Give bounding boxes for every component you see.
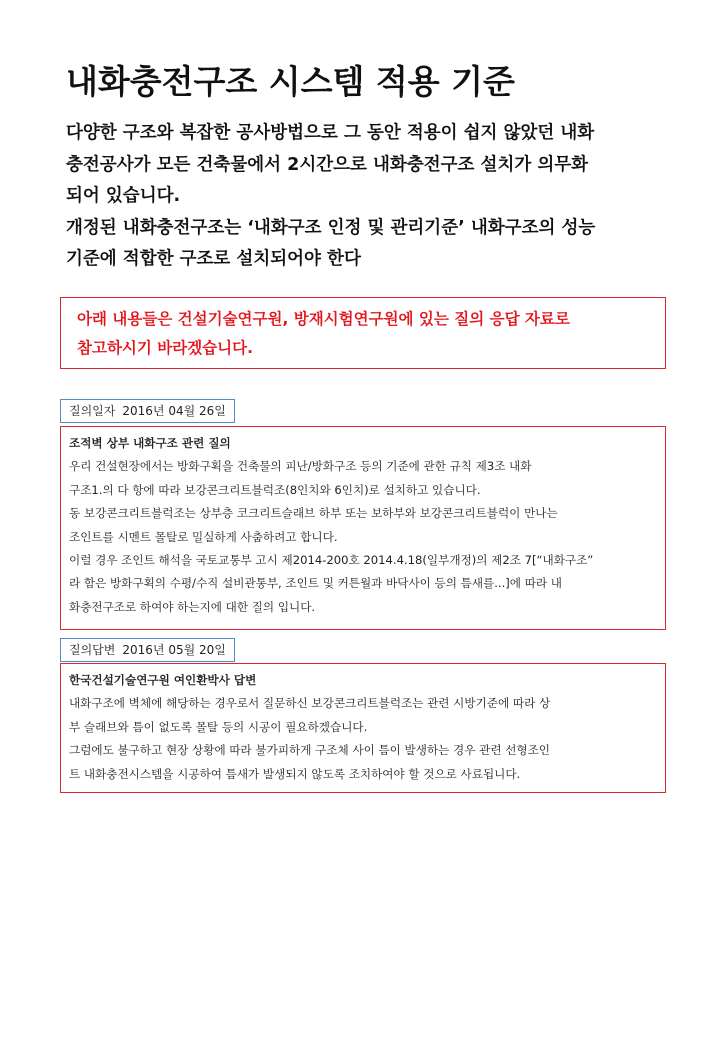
answer-heading: 한국건설기술연구원 여인환박사 답변 xyxy=(69,673,257,687)
page-title: 내화충전구조 시스템 적용 기준 xyxy=(66,62,515,101)
intro-line: 기준에 적합한 구조로 설치되어야 한다 xyxy=(66,249,361,269)
question-line: 화충전구조로 하여야 하는지에 대한 질의 입니다. xyxy=(69,599,316,614)
answer-line: 부 슬래브와 틈이 없도록 몰탈 등의 시공이 필요하겠습니다. xyxy=(69,719,368,734)
answer-date-label: 질의답변 xyxy=(69,643,116,657)
answer-line: 내화구조에 벽체에 해당하는 경우로서 질문하신 보강콘크리트블럭조는 관련 시방기준에 따라 상 xyxy=(69,696,551,711)
question-line: 라 함은 방화구획의 수평/수직 설비관통부, 조인트 및 커튼월과 바닥사이 등의 틈새를...]에 따라 내 xyxy=(69,576,562,591)
question-line: 우리 건설현장에서는 방화구획을 건축물의 피난/방화구조 등의 기준에 관한 규칙 제3조 내화 xyxy=(69,459,532,474)
question-date-label: 질의일자 xyxy=(69,404,116,418)
notice-line: 아래 내용들은 건설기술연구원, 방재시험연구원에 있는 질의 응답 자료로 xyxy=(77,310,570,328)
answer-box xyxy=(60,663,666,793)
question-date: 2016년 04월 26일 xyxy=(122,404,226,418)
intro-line: 다양한 구조와 복잡한 공사방법으로 그 동안 적용이 쉽지 않았던 내화 xyxy=(66,123,595,143)
question-line: 동 보강콘크리트블럭조는 상부층 코크리트슬래브 하부 또는 보하부와 보강콘크리트블럭이 만나는 xyxy=(69,506,558,521)
intro-line: 되어 있습니다. xyxy=(66,186,181,206)
notice-line: 참고하시기 바라겠습니다. xyxy=(77,339,253,357)
answer-line: 그럼에도 불구하고 현장 상황에 따라 불가피하게 구조체 사이 틈이 발생하는 경우 관련 선형조인 xyxy=(69,743,551,758)
notice-box xyxy=(60,297,666,369)
intro-line: 개정된 내화충전구조는 ‘내화구조 인정 및 관리기준’ 내화구조의 성능 xyxy=(66,217,596,238)
intro-text xyxy=(66,118,666,276)
question-date-tag xyxy=(60,399,235,423)
question-heading: 조적벽 상부 내화구조 관련 질의 xyxy=(69,436,231,450)
question-line: 조인트를 시멘트 몰탈로 밀실하게 사춤하려고 합니다. xyxy=(69,529,338,544)
question-box xyxy=(60,426,666,630)
intro-line: 충전공사가 모든 건축물에서 2시간으로 내화충전구조 설치가 의무화 xyxy=(66,154,589,175)
question-line: 이럴 경우 조인트 해석을 국토교통부 고시 제2014-200호 2014.4.18(일부개정)의 제2조 7[“내화구조” xyxy=(69,553,594,568)
question-line: 구조1.의 다 항에 따라 보강콘크리트블럭조(8인치와 6인치)로 설치하고 있습니다. xyxy=(69,482,481,497)
answer-date: 2016년 05월 20일 xyxy=(122,643,226,657)
answer-line: 트 내화충전시스템을 시공하여 틈새가 발생되지 않도록 조치하여야 할 것으로 사료됩니다. xyxy=(69,766,521,781)
answer-date-tag xyxy=(60,638,235,662)
